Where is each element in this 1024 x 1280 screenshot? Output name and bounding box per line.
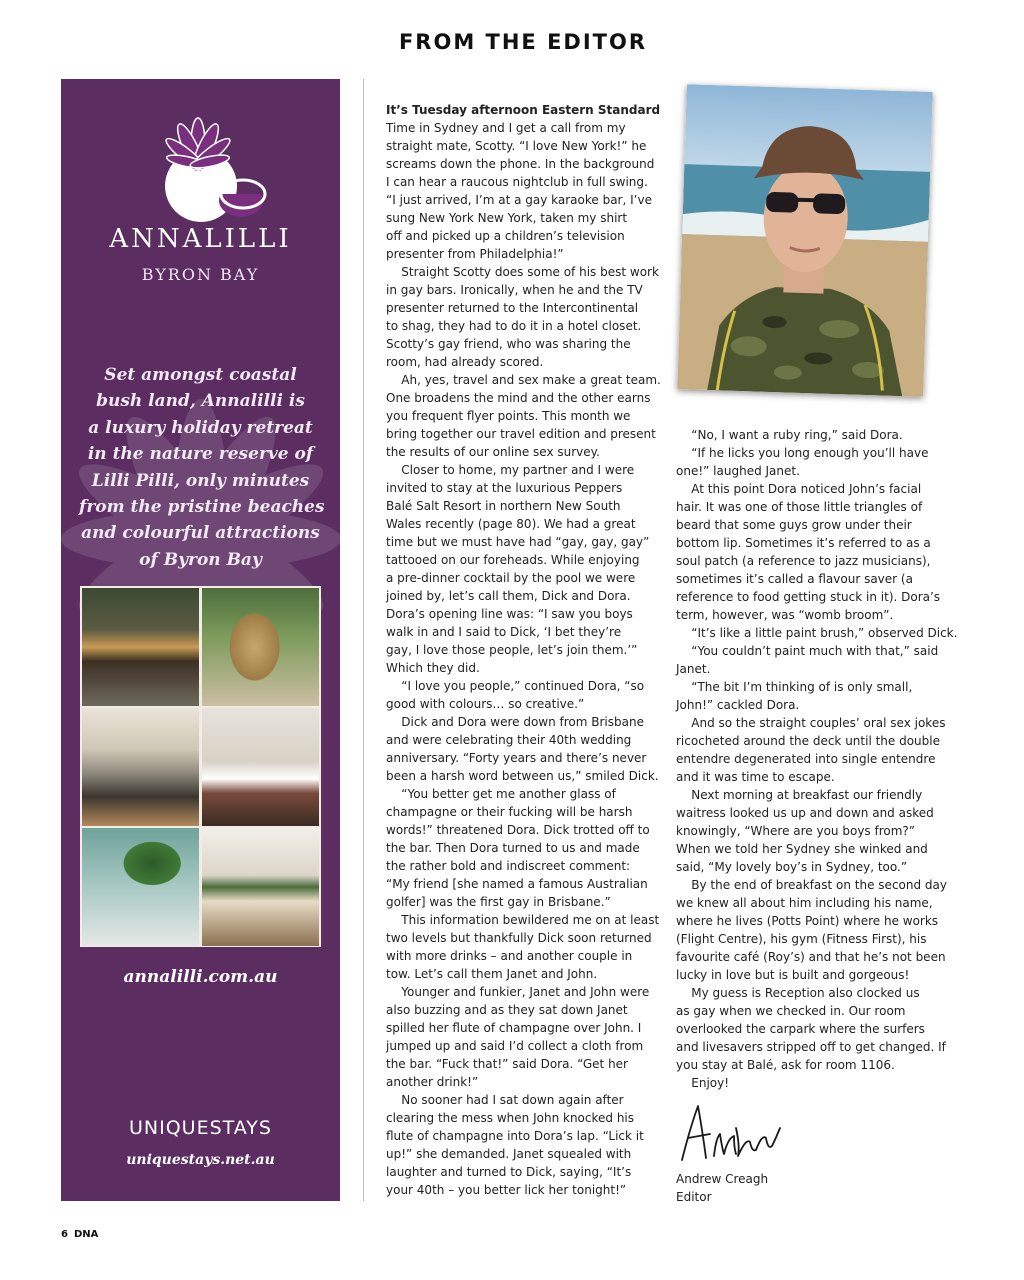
article-line: “No, I want a ruby ring,” said Dora.: [676, 428, 903, 442]
article-line: Time in Sydney and I get a call from my: [386, 121, 626, 135]
article-line: bottom lip. Sometimes it’s referred to as a: [676, 536, 931, 550]
article-line: “You better get me another glass of: [386, 787, 616, 801]
article-line: with more drinks – and another couple in: [386, 949, 633, 963]
article-line: also buzzing and as they sat down Janet: [386, 1003, 628, 1017]
tagline-line: Set amongst coastal: [104, 365, 297, 385]
article-line: hair. It was one of those little triangles of: [676, 500, 923, 514]
tagline-line: in the nature reserve of: [87, 444, 314, 465]
article-line: presenter returned to the Intercontinental: [386, 301, 639, 315]
tagline-line: a luxury holiday retreat: [88, 417, 313, 438]
resort-photo-grid: [80, 586, 321, 947]
article-line: Younger and funkier, Janet and John were: [386, 985, 650, 999]
article-line: Which they did.: [386, 661, 480, 675]
article-line: said, “My lovely boy’s in Sydney, too.”: [676, 860, 908, 874]
article-line: and were celebrating their 40th wedding: [386, 733, 632, 747]
article-column-1: [386, 101, 661, 1199]
article-line: champagne or their fucking will be harsh: [386, 805, 633, 819]
article-column-2: [676, 426, 958, 1092]
article-line: Janet.: [676, 662, 711, 676]
uniquestays-logo: UNIQUESTAYS: [129, 1117, 272, 1139]
tagline-line: Lilli Pilli, only minutes: [91, 470, 310, 491]
column-divider: [363, 79, 364, 1201]
annalilli-location: BYRON BAY: [141, 265, 260, 284]
ad-tagline: [79, 362, 325, 573]
article-line: sometimes it’s called a flavour saver (a: [676, 572, 913, 586]
resort-photo-pavilion: [82, 588, 199, 706]
article-line: Wales recently (page 80). We had a great: [386, 517, 636, 531]
page-footer: [61, 1229, 104, 1240]
resort-photo-bathroom: [82, 828, 199, 946]
article-line: “I just arrived, I’m at a gay karaoke bar, I’ve: [386, 193, 652, 207]
signoff-block: [676, 1170, 946, 1206]
article-line: bring together our travel edition and present: [386, 427, 656, 441]
article-line: you frequent flyer points. This month we: [386, 409, 631, 423]
article-line: No sooner had I sat down again after: [386, 1093, 624, 1107]
article-line: you stay at Balé, ask for room 1106.: [676, 1058, 895, 1072]
article-line: “It’s like a little paint brush,” observed Dick.: [676, 626, 958, 640]
article-line: flute of champagne into Dora’s lap. “Lick it: [386, 1129, 644, 1143]
article-line: golfer] was the first gay in Brisbane.”: [386, 895, 611, 909]
article-line: time but we must have had “gay, gay, gay”: [386, 535, 650, 549]
article-line: favourite café (Roy’s) and that he’s not been: [676, 950, 946, 964]
article-line: presenter from Philadelphia!”: [386, 247, 564, 261]
uniquestays-website-link[interactable]: uniquestays.net.au: [126, 1152, 275, 1168]
editor-signature-icon: [676, 1098, 786, 1170]
article-line: walk in and I said to Dick, ‘I bet they’re: [386, 625, 622, 639]
article-line: the rather bold and indiscreet comment:: [386, 859, 631, 873]
article-line: in gay bars. Ironically, when he and the TV: [386, 283, 643, 297]
article-line: invited to stay at the luxurious Peppers: [386, 481, 623, 495]
article-line: joined by, let’s call them, Dick and Dora.: [386, 589, 631, 603]
article-line: good with colours… so creative.”: [386, 697, 585, 711]
article-line: up!” she demanded. Janet squealed with: [386, 1147, 632, 1161]
article-line: Balé Salt Resort in northern New South: [386, 499, 621, 513]
article-line: John!” cackled Dora.: [676, 698, 800, 712]
article-line: been a harsh word between us,” smiled Dick.: [386, 769, 659, 783]
annalilli-brand-name: ANNALILLI: [109, 224, 292, 254]
tagline-line: of Byron Bay: [139, 549, 262, 570]
magazine-name: DNA: [73, 1229, 99, 1240]
article-line: My guess is Reception also clocked us: [676, 986, 920, 1000]
article-line: to shag, they had to do it in a hotel closet.: [386, 319, 642, 333]
article-line: “My friend [she named a famous Australian: [386, 877, 648, 891]
resort-photo-hanging-chair: [202, 588, 319, 706]
tagline-line: bush land, Annalilli is: [96, 391, 305, 412]
article-line: Closer to home, my partner and I were: [386, 463, 635, 477]
article-line: At this point Dora noticed John’s facial: [676, 482, 922, 496]
article-line: the results of our online sex survey.: [386, 445, 600, 459]
resort-photo-kitchen: [82, 708, 199, 826]
article-line: we knew all about him including his name,: [676, 896, 933, 910]
resort-photo-living-room: [202, 828, 319, 946]
article-line: another drink!”: [386, 1075, 479, 1089]
article-line: clearing the mess when John knocked his: [386, 1111, 635, 1125]
article-line: the bar. Then Dora turned to us and made: [386, 841, 640, 855]
article-line: knowingly, “Where are you boys from?”: [676, 824, 915, 838]
article-line: reference to food getting stuck in it). Dora’s: [676, 590, 941, 604]
article-line: “You couldn’t paint much with that,” said: [676, 644, 939, 658]
article-line: And so the straight couples’ oral sex jokes: [676, 716, 946, 730]
article-line: By the end of breakfast on the second day: [676, 878, 947, 892]
page-header: FROM THE EDITOR: [398, 30, 648, 54]
article-line: jumped up and said I’d collect a cloth from: [386, 1039, 644, 1053]
article-line: off and picked up a children’s television: [386, 229, 625, 243]
article-line: spilled her flute of champagne over John. I: [386, 1021, 642, 1035]
article-line: One broadens the mind and the other earns: [386, 391, 651, 405]
annalilli-website-link[interactable]: annalilli.com.au: [123, 967, 278, 987]
article-line: entendre degenerated into single entendre: [676, 752, 936, 766]
editor-photo: [677, 84, 932, 397]
article-line: and livesavers stripped off to get changed. If: [676, 1040, 946, 1054]
article-lead: It’s Tuesday afternoon Eastern Standard: [386, 103, 661, 117]
article-line: I can hear a raucous nightclub in full swing.: [386, 175, 648, 189]
article-line: beard that some guys grow under their: [676, 518, 912, 532]
article-line: as gay when we checked in. Our room: [676, 1004, 906, 1018]
article-line: words!” threatened Dora. Dick trotted off to: [386, 823, 650, 837]
article-line: This information bewildered me on at least: [386, 913, 660, 927]
article-line: your 40th – you better lick her tonight!”: [386, 1183, 627, 1197]
article-line: straight mate, Scotty. “I love New York!” he: [386, 139, 647, 153]
article-line: lucky in love but is built and gorgeous!: [676, 968, 910, 982]
article-line: two levels but thankfully Dick soon returned: [386, 931, 652, 945]
editor-role: Editor: [676, 1190, 712, 1204]
editor-portrait-icon: [677, 84, 932, 397]
article-line: screams down the phone. In the background: [386, 157, 655, 171]
article-line: “The bit I’m thinking of is only small,: [676, 680, 913, 694]
article-line: one!” laughed Janet.: [676, 464, 800, 478]
resort-photo-bedroom: [202, 708, 319, 826]
annalilli-lotus-logo-icon: [126, 114, 276, 224]
tagline-line: and colourful attractions: [81, 523, 320, 544]
article-line: Dora’s opening line was: “I saw you boys: [386, 607, 633, 621]
article-line: Next morning at breakfast our friendly: [676, 788, 923, 802]
article-line: When we told her Sydney she winked and: [676, 842, 928, 856]
article-line: Scotty’s gay friend, who was sharing the: [386, 337, 631, 351]
article-line: Straight Scotty does some of his best work: [386, 265, 659, 279]
article-line: “If he licks you long enough you’ll have: [676, 446, 929, 460]
article-line: sung New York New York, taken my shirt: [386, 211, 628, 225]
tagline-line: from the pristine beaches: [79, 497, 325, 518]
article-line: (Flight Centre), his gym (Fitness First), his: [676, 932, 927, 946]
article-line: a pre-dinner cocktail by the pool we were: [386, 571, 636, 585]
article-line: the bar. “Fuck that!” said Dora. “Get her: [386, 1057, 628, 1071]
article-line: ricocheted around the deck until the double: [676, 734, 940, 748]
article-line: anniversary. “Forty years and there’s never: [386, 751, 647, 765]
editor-name: Andrew Creagh: [676, 1172, 769, 1186]
article-line: laughter and turned to Dick, saying, “It’s: [386, 1165, 632, 1179]
article-line: tattooed on our foreheads. While enjoying: [386, 553, 640, 567]
article-line: waitress looked us up and down and asked: [676, 806, 934, 820]
article-line: “I love you people,” continued Dora, “so: [386, 679, 645, 693]
article-line: Dick and Dora were down from Brisbane: [386, 715, 644, 729]
article-line: term, however, was “womb broom”.: [676, 608, 894, 622]
page-number: 6: [61, 1229, 68, 1240]
article-line: soul patch (a reference to jazz musicians),: [676, 554, 931, 568]
article-line: overlooked the carpark where the surfers: [676, 1022, 925, 1036]
article-line: Ah, yes, travel and sex make a great team.: [386, 373, 661, 387]
article-line: room, had already scored.: [386, 355, 544, 369]
article-line: tow. Let’s call them Janet and John.: [386, 967, 598, 981]
article-line: gay, I love those people, let’s join them.’”: [386, 643, 638, 657]
article-line: where he lives (Potts Point) where he works: [676, 914, 939, 928]
annalilli-advertisement[interactable]: [61, 79, 340, 1201]
article-line: Enjoy!: [676, 1076, 730, 1090]
article-line: and it was time to escape.: [676, 770, 835, 784]
